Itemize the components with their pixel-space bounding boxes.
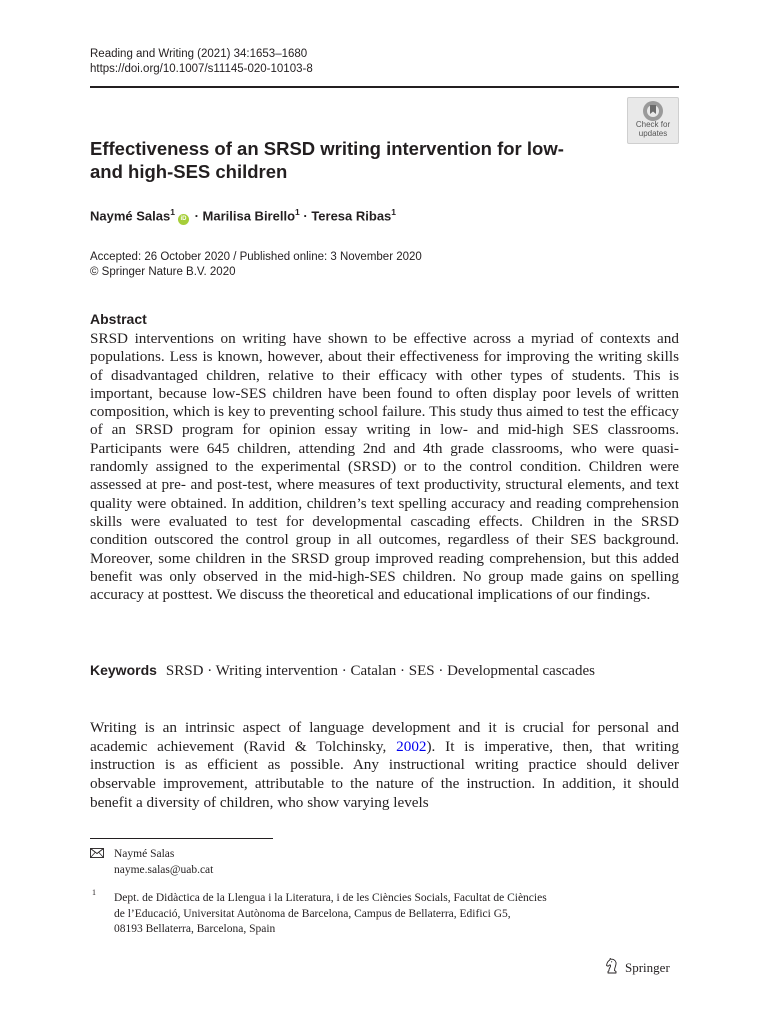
abstract-heading: Abstract — [90, 311, 147, 327]
author-name[interactable]: Teresa Ribas — [311, 208, 392, 224]
author-name[interactable]: Marilisa Birello — [202, 208, 296, 224]
copyright-line: © Springer Nature B.V. 2020 — [90, 266, 236, 278]
journal-line: Reading and Writing (2021) 34:1653–1680 — [90, 48, 308, 60]
corresponding-email[interactable]: nayme.salas@uab.cat — [114, 864, 214, 876]
affiliation — [114, 891, 547, 938]
footnote-rule — [90, 838, 273, 839]
bookmark-circle-icon — [641, 100, 665, 122]
affiliation-number: 1 — [92, 888, 96, 897]
journal-citation — [90, 47, 313, 77]
doi-link[interactable]: https://doi.org/10.1007/s11145-020-10103-8 — [90, 63, 313, 75]
orcid-icon[interactable]: iD — [178, 214, 189, 225]
article-title — [90, 137, 590, 183]
affiliation-line: de l’Educació, Universitat Autònoma de Barcelona, Campus de Bellaterra, Edifici G5, — [114, 907, 511, 920]
title-line-2: and high-SES children — [90, 161, 288, 182]
keywords-label: Keywords — [90, 662, 157, 678]
author-list — [90, 207, 396, 225]
affiliation-line: Dept. de Didàctica de la Llengua i la Literatura, i de les Ciències Socials, Facultat de Ciències — [114, 892, 547, 904]
citation-link[interactable]: 2002 — [396, 737, 427, 755]
badge-label: Check for updates — [635, 120, 671, 138]
keywords-line — [90, 662, 595, 680]
body-paragraph — [90, 719, 679, 813]
author-name[interactable]: Naymé Salas — [90, 208, 171, 224]
author-separator: · — [190, 208, 203, 224]
chess-knight-icon — [604, 958, 620, 974]
accepted-published-line: Accepted: 26 October 2020 / Published online: 3 November 2020 — [90, 251, 422, 263]
body-text-part: ). It is imperative, then, that writing instruction is as efficient as possible. Any instructional writing practice should deliver observable improvement, attributable to the nature of the instruction. In addition, it should benefit a diversity of children, who show varying levels — [90, 737, 679, 811]
body-text-part: Writing is an intrinsic aspect of language development and it is crucial for personal and academic achievement (Ravid & Tolchinsky, — [90, 719, 679, 755]
envelope-icon — [90, 848, 104, 858]
affiliation-line: 08193 Bellaterra, Barcelona, Spain — [114, 923, 276, 935]
check-for-updates-badge[interactable] — [627, 97, 679, 144]
abstract-text: SRSD interventions on writing have shown to be effective across a myriad of contexts and populations. Less is known, however, about their effectiveness for improving the writing skills of disadvantaged children, relative to their efficacy with other types of students. This is important, because low-SES children have been found to often display poor levels of written composition, which is key to preventing school failure. This study thus aimed to test the efficacy of an SRSD program for opinion essay writing in low- and mid-high SES classrooms. Participants were 645 children, attending 2nd and 4th grade classrooms, who were quasi-randomly assigned to the experimental (SRSD) or to the control condition. Children were assessed at pre- and post-test, where measures of text productivity, structural elements, and text quality were obtained. In addition, children’s text spelling accuracy and reading comprehension skills were evaluated to test for developmental cascading effects. Children in the SRSD condition outscored the control group in all outcomes, regardless of their SES background. Moreover, some children in the SRSD group improved reading comprehension, but this added benefit was only observed in the mid-high-SES children. No group made gains on spelling accuracy at posttest. We discuss the theoretical and educational implications of our findings. — [90, 330, 679, 604]
author-separator: · — [299, 208, 312, 224]
springer-logo — [604, 958, 670, 976]
springer-name: Springer — [625, 960, 670, 975]
affiliation-sup: 1 — [170, 207, 175, 217]
corresponding-name: Naymé Salas — [114, 848, 175, 860]
affiliation-sup: 1 — [391, 207, 397, 217]
publication-dates — [90, 250, 422, 280]
header-rule — [90, 86, 679, 88]
title-line-1: Effectiveness of an SRSD writing intervention for low- — [90, 138, 564, 159]
affiliation-sup: 1 — [295, 207, 300, 217]
corresponding-author — [114, 846, 213, 878]
keywords-text: SRSD · Writing intervention · Catalan · SES · Developmental cascades — [165, 663, 595, 679]
